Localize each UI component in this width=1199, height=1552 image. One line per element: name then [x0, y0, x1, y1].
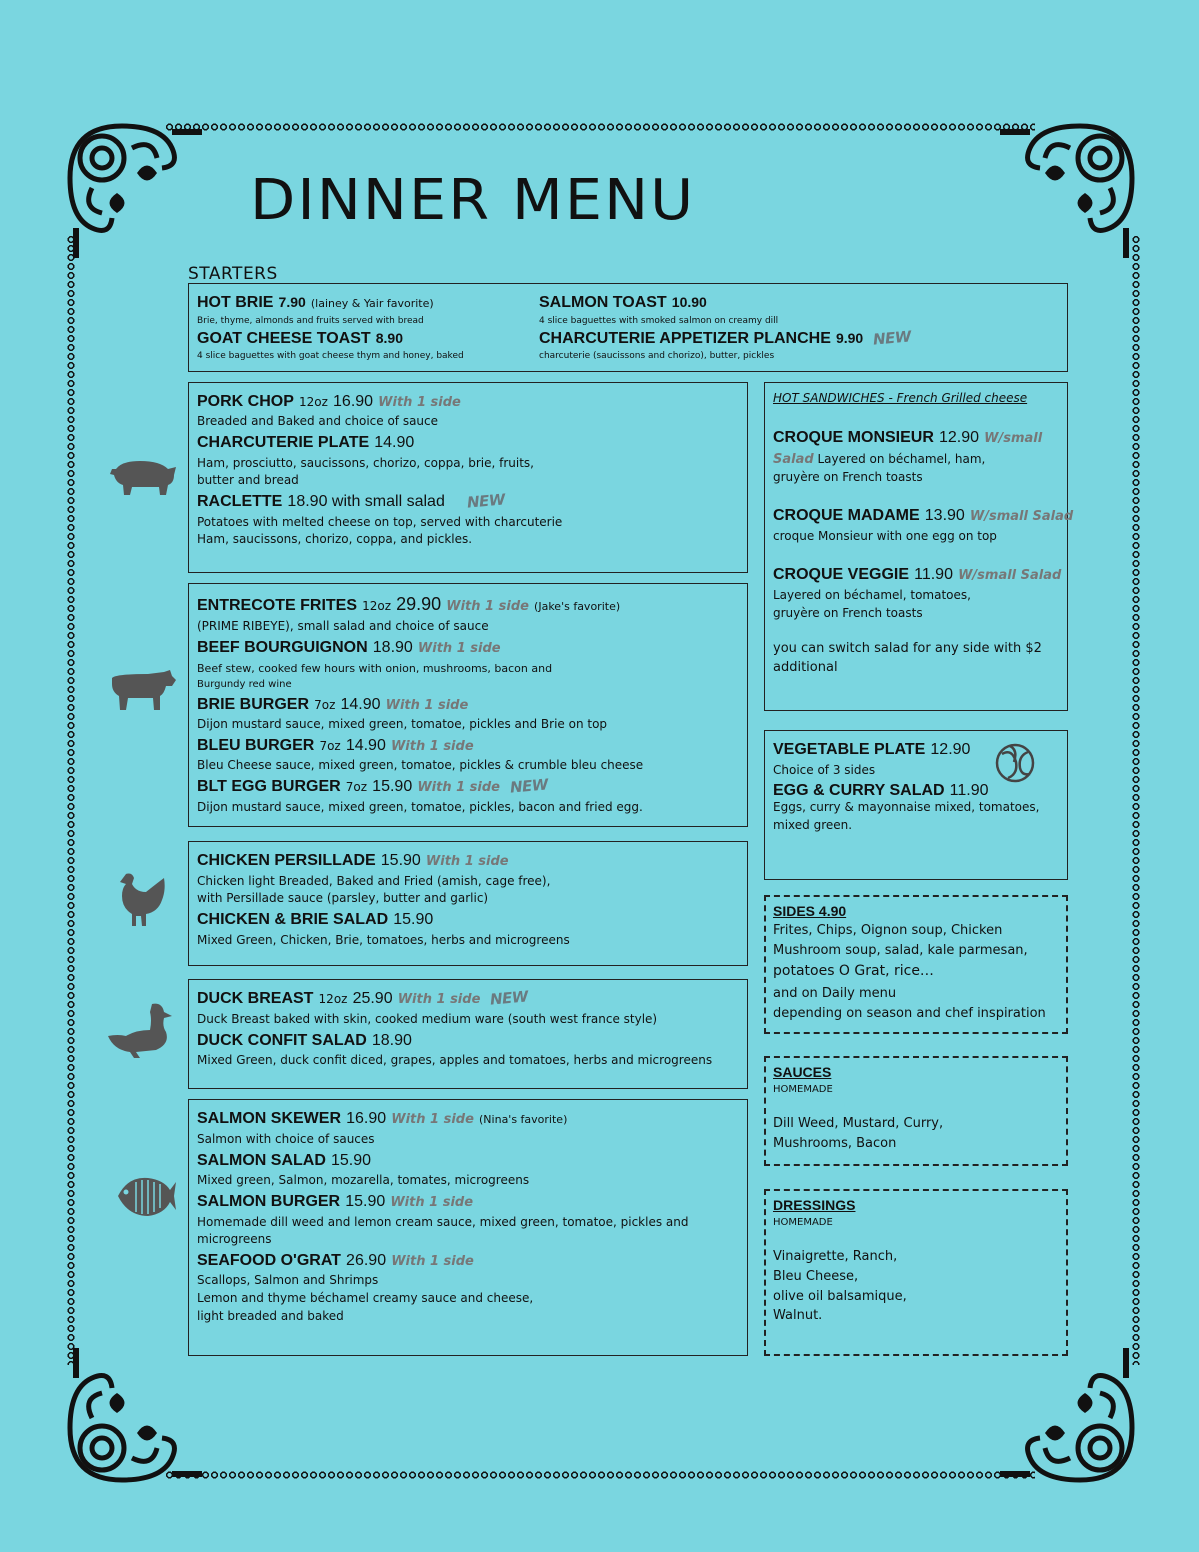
new-badge: NEW [489, 987, 529, 1009]
menu-item-blt-egg-burger: BLT EGG BURGER 7oz 15.90 With 1 side NEW [197, 775, 549, 797]
fish-icon [114, 1172, 176, 1220]
menu-item-chicken-brie-salad: CHICKEN & BRIE SALAD 15.90 [197, 911, 434, 928]
item-description: Homemade dill weed and lemon cream sauce, mixed green, tomatoe, pickles and [197, 1215, 689, 1229]
menu-item-bleu-burger: BLEU BURGER 7oz 14.90 With 1 side [197, 737, 474, 754]
item-description: Mixed Green, Chicken, Brie, tomatoes, herbs and microgreens [197, 933, 570, 947]
menu-item-charcuterie-planche: CHARCUTERIE APPETIZER PLANCHE 9.90 NEW [539, 327, 912, 349]
menu-item-croque-madame: CROQUE MADAME 13.90 W/small Salad [773, 507, 1074, 524]
item-description: Brie, thyme, almonds and fruits served with bread [197, 316, 424, 326]
dressings-subheading: HOMEMADE [773, 1217, 833, 1228]
item-description: Mixed green, Salmon, mozarella, tomates, microgreens [197, 1173, 530, 1187]
menu-item-chicken-persillade: CHICKEN PERSILLADE 15.90 With 1 side [197, 852, 509, 869]
corner-ornament-icon [62, 1338, 212, 1488]
sides-heading: SIDES 4.90 [773, 903, 847, 919]
item-description: Burgundy red wine [197, 679, 292, 690]
item-description: Salad Layered on béchamel, ham, [773, 452, 986, 467]
item-description: croque Monsieur with one egg on top [773, 529, 997, 543]
frame-border-left [66, 235, 76, 1365]
item-description: Chicken light Breaded, Baked and Fried (amish, cage free), [197, 874, 551, 888]
item-description: charcuterie (saucissons and chorizo), butter, pickles [539, 351, 775, 361]
menu-item-vegetable-plate: VEGETABLE PLATE 12.90 [773, 741, 971, 758]
menu-item-goat-cheese: GOAT CHEESE TOAST 8.90 [197, 330, 403, 347]
item-description: Scallops, Salmon and Shrimps [197, 1273, 379, 1287]
item-description: Ham, prosciutto, saucissons, chorizo, coppa, brie, fruits, [197, 456, 534, 470]
chicken-icon [116, 870, 168, 930]
menu-item-salmon-salad: SALMON SALAD 15.90 [197, 1152, 372, 1169]
menu-item-duck-breast: DUCK BREAST 12oz 25.90 With 1 side NEW [197, 987, 529, 1009]
item-description: Layered on béchamel, tomatoes, [773, 588, 971, 602]
page-title: DINNER MENU [250, 168, 696, 233]
item-description: Lemon and thyme béchamel creamy sauce and cheese, [197, 1291, 534, 1305]
item-description: Salmon with choice of sauces [197, 1132, 375, 1146]
item-description: butter and bread [197, 473, 299, 487]
item-description: Ham, saucissons, chorizo, coppa, and pickles. [197, 532, 473, 546]
item-description: gruyère on French toasts [773, 470, 923, 484]
item-description: Beef stew, cooked few hours with onion, mushrooms, bacon and [197, 662, 553, 675]
new-badge: NEW [466, 490, 506, 512]
sides-list: depending on season and chef inspiration [773, 1006, 1046, 1021]
sauces-list: Dill Weed, Mustard, Curry, [773, 1116, 944, 1131]
menu-item-salmon-burger: SALMON BURGER 15.90 With 1 side [197, 1193, 474, 1210]
item-description: Dijon mustard sauce, mixed green, tomatoe, pickles and Brie on top [197, 717, 608, 731]
item-description: 4 slice baguettes with goat cheese thym and honey, baked [197, 351, 464, 361]
sauces-heading: SAUCES [773, 1064, 832, 1080]
item-description: Potatoes with melted cheese on top, served with charcuterie [197, 515, 563, 529]
sandwiches-note: additional [773, 660, 838, 675]
item-description: Choice of 3 sides [773, 763, 876, 777]
cabbage-icon [992, 740, 1038, 784]
dressings-list: Vinaigrette, Ranch, [773, 1249, 898, 1264]
item-description: Breaded and Baked and choice of sauce [197, 414, 439, 428]
item-description: Duck Breast baked with skin, cooked medium ware (south west france style) [197, 1012, 658, 1026]
new-badge: NEW [509, 775, 549, 797]
menu-item-croque-monsieur: CROQUE MONSIEUR 12.90 W/small [773, 429, 1043, 446]
menu-item-salmon-toast: SALMON TOAST 10.90 [539, 294, 707, 311]
menu-item-pork-chop: PORK CHOP 12oz 16.90 With 1 side [197, 393, 461, 410]
pig-icon [110, 455, 178, 497]
item-description: 4 slice baguettes with smoked salmon on creamy dill [539, 316, 779, 326]
item-description: Dijon mustard sauce, mixed green, tomatoe, pickles, bacon and fried egg. [197, 800, 643, 814]
menu-item-salmon-skewer: SALMON SKEWER 16.90 With 1 side (Nina's favorite) [197, 1110, 568, 1127]
sides-list: Mushroom soup, salad, kale parmesan, [773, 943, 1028, 958]
sandwiches-note: you can switch salad for any side with $2 [773, 641, 1042, 656]
dressings-list: Walnut. [773, 1308, 823, 1323]
new-badge: NEW [872, 327, 912, 349]
menu-item-brie-burger: BRIE BURGER 7oz 14.90 With 1 side [197, 696, 469, 713]
item-description: microgreens [197, 1232, 272, 1246]
corner-ornament-icon [990, 118, 1140, 268]
menu-item-entrecote: ENTRECOTE FRITES 12oz 29.90 With 1 side (Jake's favorite) [197, 594, 621, 614]
item-description: (PRIME RIBEYE), small salad and choice of sauce [197, 619, 489, 633]
menu-item-raclette: RACLETTE 18.90 with small salad NEW [197, 490, 506, 512]
starters-label: STARTERS [188, 264, 278, 284]
sauces-subheading: HOMEMADE [773, 1084, 833, 1095]
sides-list: and on Daily menu [773, 986, 897, 1001]
sauces-list: Mushrooms, Bacon [773, 1136, 897, 1151]
item-description: Eggs, curry & mayonnaise mixed, tomatoes, [773, 800, 1040, 814]
duck-icon [106, 1000, 178, 1058]
item-description: Bleu Cheese sauce, mixed green, tomatoe, pickles & crumble bleu cheese [197, 758, 644, 772]
item-description: with Persillade sauce (parsley, butter and garlic) [197, 891, 489, 905]
menu-item-charcuterie-plate: CHARCUTERIE PLATE 14.90 [197, 434, 415, 451]
menu-item-beef-bourguignon: BEEF BOURGUIGNON 18.90 With 1 side [197, 639, 501, 656]
item-description: gruyère on French toasts [773, 606, 923, 620]
sandwiches-heading: HOT SANDWICHES - French Grilled cheese [773, 391, 1028, 405]
menu-item-hot-brie: HOT BRIE 7.90 (lainey & Yair favorite) [197, 294, 434, 311]
dressings-list: Bleu Cheese, [773, 1269, 859, 1284]
sides-list: Frites, Chips, Oignon soup, Chicken [773, 923, 1003, 938]
item-description: mixed green. [773, 818, 853, 832]
menu-item-seafood-ograt: SEAFOOD O'GRAT 26.90 With 1 side [197, 1252, 474, 1269]
frame-border-bottom [165, 1470, 1035, 1480]
dressings-heading: DRESSINGS [773, 1197, 856, 1213]
sides-list: potatoes O Grat, rice… [773, 963, 934, 979]
menu-item-duck-confit-salad: DUCK CONFIT SALAD 18.90 [197, 1032, 412, 1049]
frame-border-top [165, 122, 1035, 132]
dressings-list: olive oil balsamique, [773, 1289, 907, 1304]
cow-icon [108, 668, 178, 712]
menu-item-egg-curry-salad: EGG & CURRY SALAD 11.90 [773, 782, 989, 799]
item-description: Mixed Green, duck confit diced, grapes, apples and tomatoes, herbs and microgreens [197, 1053, 713, 1067]
corner-ornament-icon [990, 1338, 1140, 1488]
corner-ornament-icon [62, 118, 212, 268]
item-description: light breaded and baked [197, 1309, 344, 1323]
frame-border-right [1131, 235, 1141, 1365]
menu-item-croque-veggie: CROQUE VEGGIE 11.90 W/small Salad [773, 566, 1062, 583]
